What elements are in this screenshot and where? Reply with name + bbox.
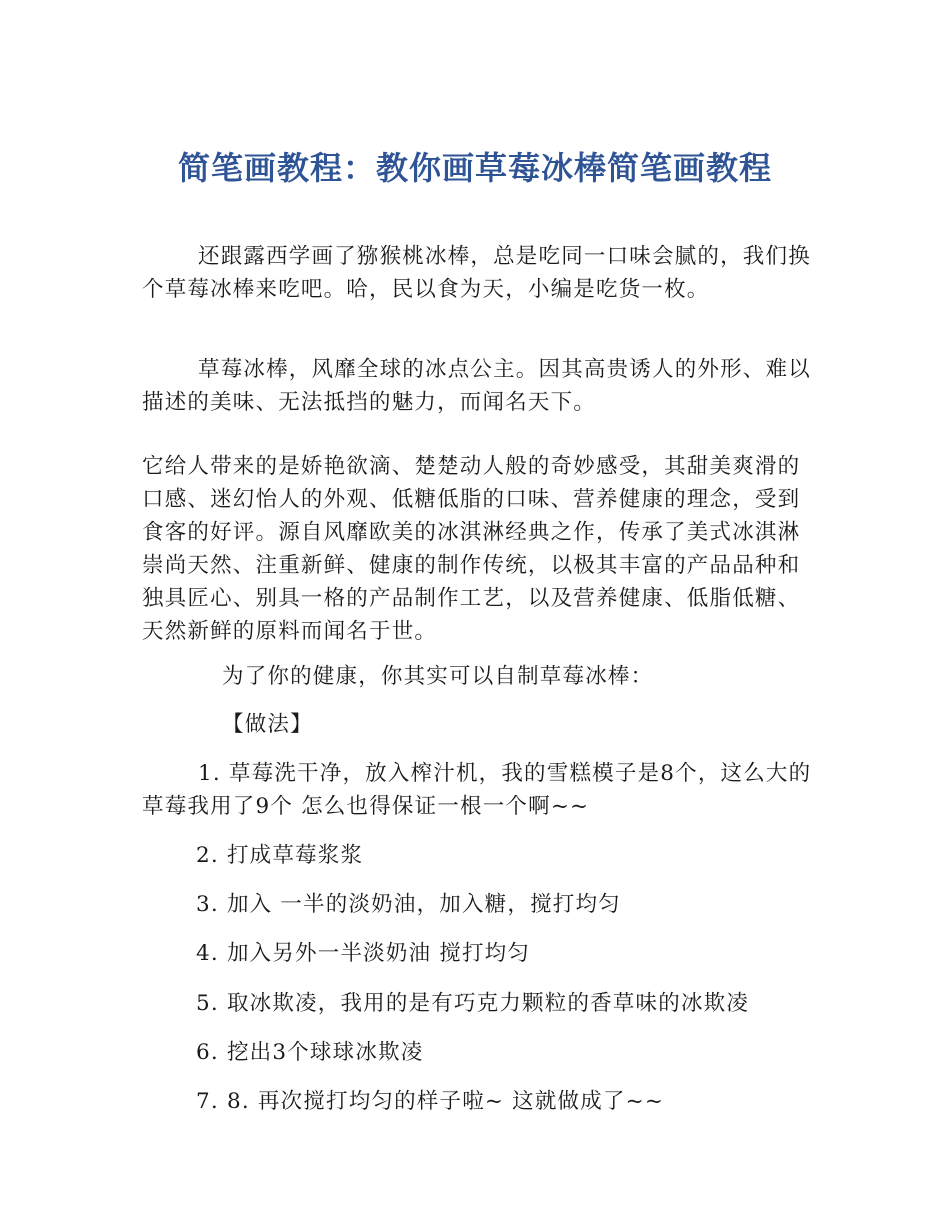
step-item-6: 6. 挖出3个球球冰欺凌 (196, 1040, 424, 1065)
step-item-7: 7. 8. 再次搅打均匀的样子啦~ 这就做成了~~ (196, 1089, 665, 1114)
health-line: 为了你的健康，你其实可以自制草莓冰棒： (222, 664, 654, 689)
step-item-5: 5. 取冰欺凌，我用的是有巧克力颗粒的香草味的冰欺凌 (196, 991, 750, 1016)
step-item-3: 3. 加入 一半的淡奶油，加入糖，搅打均匀 (196, 892, 621, 917)
intro-paragraph: 还跟露西学画了猕猴桃冰棒，总是吃同一口味会腻的，我们换个草莓冰棒来吃吧。哈，民以食为天，小编是吃货一枚。 (142, 244, 811, 302)
step-item-1: 1. 草莓洗干净，放入榨汁机，我的雪糕模子是8个，这么大的草莓我用了9个 怎么也得保证一根一个啊~~ (142, 761, 812, 819)
step-item-4: 4. 加入另外一半淡奶油 搅打均匀 (196, 941, 531, 966)
step-item-2: 2. 打成草莓浆浆 (196, 843, 364, 868)
experience-paragraph: 它给人带来的是娇艳欲滴、楚楚动人般的奇妙感受，其甜美爽滑的口感、迷幻怡人的外观、低糖低脂的口味、营养健康的理念，受到食客的好评。源自风靡欧美的冰淇淋经典之作，传承了美式冰淇淋崇尚天然、注重新鲜、健康的制作传统，以极其丰富的产品品种和独具匠心、别具一格的产品制作工艺，以及营养健康、低脂低糖、天然新鲜的原料而闻名于世。 (142, 454, 801, 644)
page-title: 简笔画教程：教你画草莓冰棒简笔画教程 (177, 149, 772, 187)
method-heading: 【做法】 (222, 712, 313, 737)
princess-paragraph: 草莓冰棒，风靡全球的冰点公主。因其高贵诱人的外形、难以描述的美味、无法抵挡的魅力，而闻名天下。 (142, 357, 811, 415)
